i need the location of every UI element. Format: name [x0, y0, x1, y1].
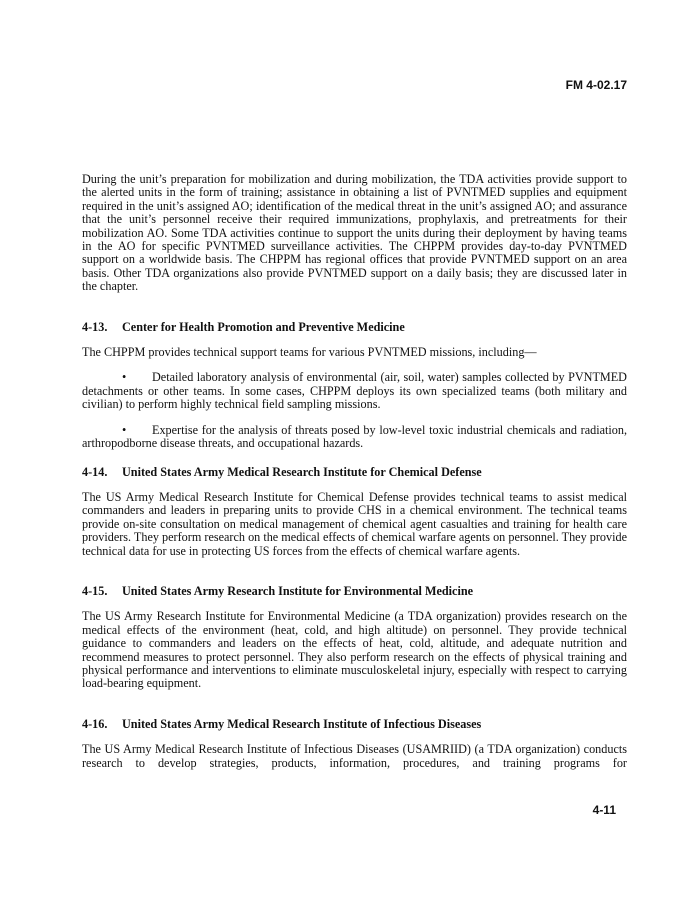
section-title: Center for Health Promotion and Preventive Medicine [122, 319, 405, 334]
section-number: 4-14. [82, 464, 108, 479]
section-body: The US Army Medical Research Institute for Chemical Defense provides technical teams to assist medical commanders and leaders in preparing units to provide CHS in a chemical environment. The technical teams provide on-site consultation on medical management of chemical agent casualties and training for health care providers. They perform research on the medical effects of chemical warfare agents on personnel. They provide technical data for use in protecting US forces from the effects of chemical warfare agents. [82, 489, 627, 558]
section-4-14 [82, 466, 627, 558]
bullet-item [82, 371, 627, 411]
section-heading [82, 718, 627, 731]
section-number: 4-13. [82, 319, 108, 334]
section-body: The US Army Medical Research Institute of Infectious Diseases (USAMRIID) (a TDA organization) conducts research to develop strategies, products, information, procedures, and training programs for [82, 742, 627, 770]
bullet-icon: • [122, 370, 127, 385]
section-number: 4-15. [82, 583, 108, 598]
intro-paragraph: During the unit’s preparation for mobilization and during mobilization, the TDA activities provide support to the alerted units in the form of training; assistance in obtaining a list of PVNTMED supplies and equipment required in the unit’s assigned AO; identification of the medical threat in the unit’s assigned AO; and assurance that the unit’s personnel receive their required immunizations, prophylaxis, and pretreatments for their mobilization AO. Some TDA activities continue to support the units during their deployment by having teams in the AO for specific PVNTMED surveillance activities. The CHPPM provides day-to-day PVNTMED support on a worldwide basis. The CHPPM has regional offices that provide PVNTMED support on an area basis. Other TDA organizations also provide PVNTMED support on a daily basis; they are discussed later in the chapter. [82, 172, 627, 294]
section-heading [82, 321, 627, 334]
section-title: United States Army Medical Research Institute for Chemical Defense [122, 464, 482, 479]
bullet-text: Detailed laboratory analysis of environmental (air, soil, water) samples collected by PVNTMED detachments or other teams. In some cases, CHPPM deploys its own specialized teams (both military and civilian) to perform highly technical field sampling missions. [82, 370, 627, 412]
section-heading [82, 585, 627, 598]
bullet-text: Expertise for the analysis of threats posed by low-level toxic industrial chemicals and radiation, arthropodborne disease threats, and occupational hazards. [82, 422, 627, 451]
section-4-13 [82, 321, 627, 451]
section-lead: The CHPPM provides technical support teams for various PVNTMED missions, including— [82, 345, 537, 360]
bullet-icon: • [122, 422, 127, 437]
section-number: 4-16. [82, 716, 108, 731]
section-title: United States Army Research Institute for Environmental Medicine [122, 583, 474, 598]
page-body [82, 173, 627, 770]
section-heading [82, 466, 627, 479]
section-title: United States Army Medical Research Institute of Infectious Diseases [122, 716, 482, 731]
section-body: The US Army Research Institute for Environmental Medicine (a TDA organization) provides research on the medical effects of the environment (heat, cold, and high altitude) on personnel. They provide technical guidance to commanders and leaders on the effects of heat, cold, altitude, and adequate nutrition and recommend measures to protect personnel. They also perform research on the effects of physical training and physical performance and interventions to eliminate musculoskeletal injury, especially with respect to carrying load-bearing equipment. [82, 609, 627, 691]
page-number-footer: 4-11 [592, 803, 616, 817]
section-4-15 [82, 585, 627, 691]
document-id-header: FM 4-02.17 [565, 78, 627, 92]
section-4-16 [82, 718, 627, 770]
bullet-item [82, 424, 627, 451]
